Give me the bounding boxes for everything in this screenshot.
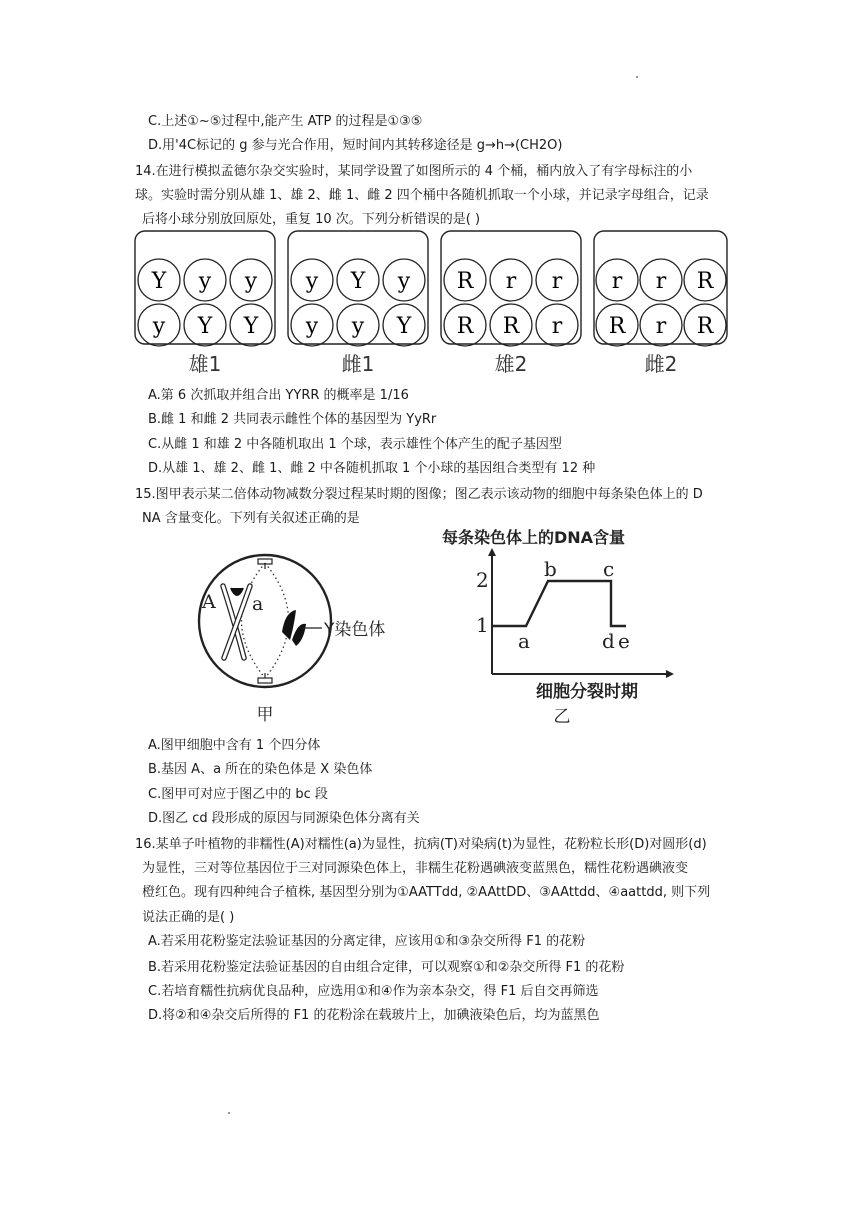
ball-letter: R (608, 314, 626, 339)
graph-x-label: 细胞分裂时期 (536, 682, 638, 702)
q14-stem-line1: 14.在进行模拟孟德尔杂交实验时，某同学设置了如图所示的 4 个桶，桶内放入了有字母标注的小 (135, 164, 693, 179)
point-c-label: c (603, 557, 615, 581)
q15-figure-jia (190, 530, 430, 730)
q15-option-a: A.图甲细胞中含有 1 个四分体 (148, 738, 321, 753)
q16-stem-line3: 橙红色。现有四种纯合子植株, 基因型分别为①AATTdd, ②AAttDD、③AAttdd、④aattdd, 则下列 (142, 885, 711, 900)
q15-option-c: C.图甲可对应于图乙中的 bc 段 (148, 787, 328, 802)
y-tick-1: 1 (476, 613, 489, 637)
ball-letter: R (456, 314, 474, 339)
q13-option-c: C.上述①~⑤过程中,能产生 ATP 的过程是①③⑤ (148, 114, 423, 129)
point-e-label: e (618, 629, 630, 653)
q15-stem-line1: 15.图甲表示某二倍体动物减数分裂过程某时期的图像；图乙表示该动物的细胞中每条染色体上的 D (135, 487, 703, 502)
q16-stem-line1: 16.某单子叶植物的非糯性(A)对糯性(a)为显性，抗病(T)对染病(t)为显性，花粉粒长形(D)对圆形(d) (135, 837, 707, 852)
ball-letter: R (502, 314, 520, 339)
ball-letter: y (351, 314, 365, 339)
ball-letter: y (305, 314, 319, 339)
centrosome-top (258, 559, 272, 569)
q15-option-d: D.图乙 cd 段形成的原因与同源染色体分离有关 (148, 811, 420, 826)
cell-membrane (199, 555, 331, 687)
q16-option-d: D.将②和④杂交后所得的 F1 的花粉涂在载玻片上，加碘液染色后，均为蓝黑色 (148, 1008, 600, 1023)
figure-yi-caption: 乙 (553, 707, 571, 727)
ball-letter: r (551, 314, 563, 339)
ball-letter: y (305, 269, 319, 294)
q14-stem-line3: 后将小球分别放回原处，重复 10 次。下列分析错误的是( ) (142, 212, 481, 227)
bucket-male-1 (135, 231, 275, 376)
ball-letter: r (551, 269, 563, 294)
bucket-male-2 (441, 231, 581, 376)
ball-letter: Y (350, 269, 366, 294)
ball-letter: r (655, 269, 667, 294)
ball-letter: r (655, 314, 667, 339)
scan-speck (636, 76, 638, 78)
bucket-female-2 (594, 231, 727, 376)
q14-option-b: B.雌 1 和雌 2 共同表示雌性个体的基因型为 YyRr (148, 412, 437, 427)
q14-option-a: A.第 6 次抓取并组合出 YYRR 的概率是 1/16 (148, 388, 409, 403)
gene-a-lower-label: a (252, 593, 264, 615)
bucket-label: 雄1 (188, 352, 222, 376)
centrosome-bottom (258, 673, 272, 683)
q15-figure-yi (438, 522, 698, 727)
q15-option-b: B.基因 A、a 所在的染色体是 X 染色体 (148, 762, 373, 777)
scan-speck (228, 1112, 230, 1114)
spindle-fibers (242, 563, 266, 678)
ball-letter: R (696, 269, 714, 294)
ball-letter: R (696, 314, 714, 339)
q16-option-a: A.若采用花粉鉴定法验证基因的分离定律，应该用①和③杂交所得 F1 的花粉 (148, 934, 586, 949)
ball-letter: r (611, 269, 623, 294)
graph-title: 每条染色体上的DNA含量 (442, 528, 626, 547)
y-chromosome-label: Y染色体 (324, 620, 386, 640)
bucket-label: 雄2 (494, 352, 528, 376)
y-axis-arrow (488, 548, 496, 556)
ball-letter: R (456, 269, 474, 294)
ball-letter: y (198, 269, 212, 294)
q13-option-d: D.用'4C标记的 g 参与光合作用，短时间内其转移途径是 g→h→(CH2O) (148, 138, 563, 153)
ball-letter: y (397, 269, 411, 294)
dna-content-curve (492, 581, 626, 626)
point-a-label: a (518, 629, 530, 653)
q14-stem-line2: 球。实验时需分别从雄 1、雄 2、雌 1、雌 2 四个桶中各随机抓取一个小球，并记录字母组合，记录 (135, 188, 709, 203)
q16-stem-line4: 说法正确的是( ) (142, 910, 235, 925)
gene-a-upper-label: A (202, 591, 216, 613)
ball-letter: r (505, 269, 517, 294)
q14-option-c: C.从雌 1 和雄 2 中各随机取出 1 个球，表示雄性个体产生的配子基因型 (148, 437, 562, 452)
ball-letter: Y (396, 314, 412, 339)
y-tick-2: 2 (476, 568, 489, 592)
ball-letter: Y (197, 314, 213, 339)
q15-stem-line2: NA 含量变化。下列有关叙述正确的是 (142, 511, 360, 526)
ball-letter: Y (151, 269, 167, 294)
q16-option-c: C.若培育糯性抗病优良品种，应选用①和④作为亲本杂交，得 F1 后自交再筛选 (148, 984, 599, 999)
point-b-label: b (544, 557, 557, 581)
ball-letter: Y (243, 314, 259, 339)
x-axis-arrow (666, 670, 674, 678)
ball-letter: y (152, 314, 166, 339)
bucket-label: 雌2 (644, 352, 678, 376)
q16-option-b: B.若采用花粉鉴定法验证基因的自由组合定律，可以观察①和②杂交所得 F1 的花粉 (148, 960, 625, 975)
bucket-female-1 (288, 231, 428, 376)
q16-stem-line2: 为显性，三对等位基因位于三对同源染色体上，非糯生花粉遇碘液变蓝黑色，糯性花粉遇碘液变 (142, 861, 689, 876)
figure-jia-caption: 甲 (256, 705, 274, 725)
bucket-label: 雌1 (341, 352, 375, 376)
q14-option-d: D.从雄 1、雄 2、雌 1、雌 2 中各随机抓取 1 个小球的基因组合类型有 12 种 (148, 461, 596, 476)
ball-letter: y (244, 269, 258, 294)
q14-buckets-figure (132, 228, 732, 378)
point-d-label: d (602, 629, 615, 653)
